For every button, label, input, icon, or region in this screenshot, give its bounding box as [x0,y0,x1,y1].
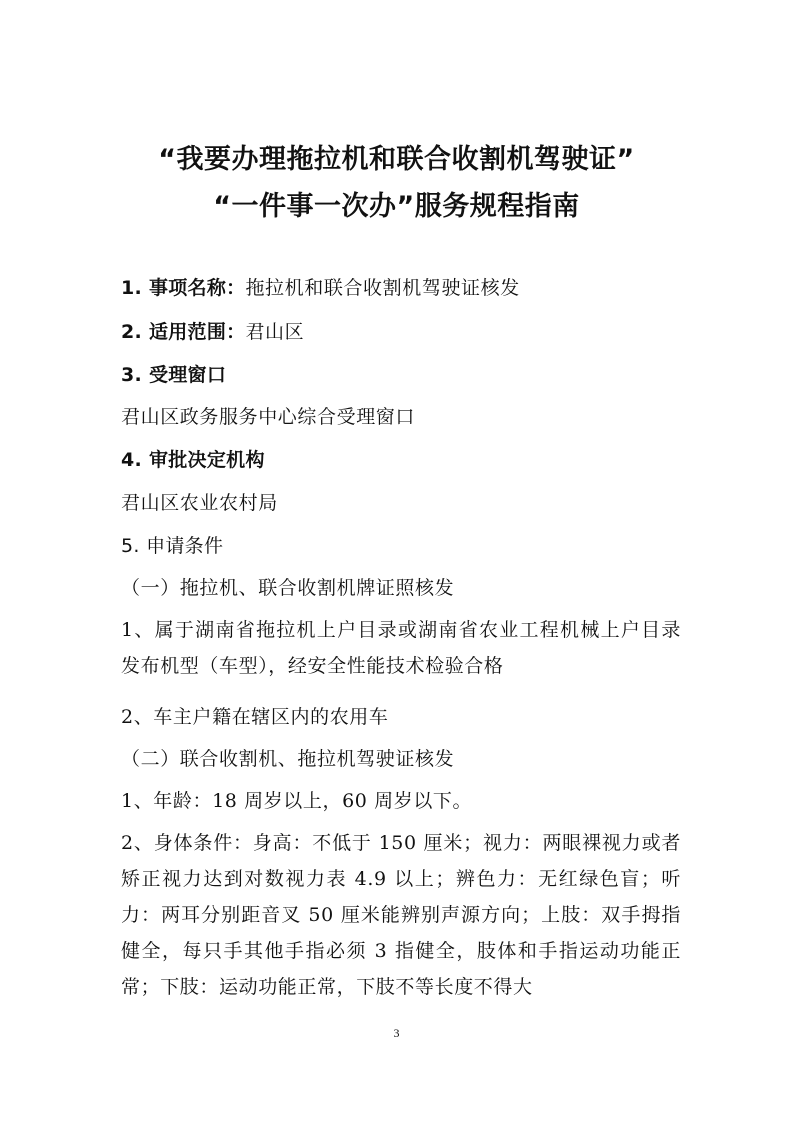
scope-value: 君山区 [245,321,305,343]
authority-value: 君山区农业农村局 [121,492,278,514]
document-title-line-2: “一件事一次办”服务规程指南 [213,191,580,222]
item-name-value: 拖拉机和联合收割机驾驶证核发 [245,277,520,299]
page-number: 3 [393,1026,400,1040]
scope-label: 2. 适用范围： [121,321,246,343]
scope-row [121,319,304,345]
sub1-item-2: 2、车主户籍在辖区内的农用车 [121,706,389,728]
sub1-item-1: 1、属于湖南省拖拉机上户目录或湖南省农业工程机械上户目录发布机型（车型），经安全性能技术检验合格 [121,619,681,677]
sub2-item-2: 2、身体条件：身高：不低于 150 厘米；视力：两眼裸视力或者矫正视力达到对数视力表 4.9 以上；辨色力：无红绿色盲；听力：两耳分别距音叉 50 厘米能辨别声源方向；上肢：双手拇指健全，每只手其他手指必须 3 指健全，肢体和手指运动功能正常；下肢：运动功能正常，下肢不等长度不得大 [121,832,681,998]
sub2-heading: （二）联合收割机、拖拉机驾驶证核发 [121,748,455,770]
conditions-heading: 5. 申请条件 [121,535,224,557]
sub1-heading: （一）拖拉机、联合收割机牌证照核发 [121,577,455,599]
window-heading: 3. 受理窗口 [121,364,227,386]
window-value: 君山区政务服务中心综合受理窗口 [121,406,416,428]
item-name-label: 1. 事项名称： [121,277,246,299]
sub2-item-1: 1、年龄：18 周岁以上，60 周岁以下。 [121,790,473,812]
authority-heading: 4. 审批决定机构 [121,449,265,471]
document-title-line-1: “我要办理拖拉机和联合收割机驾驶证” [158,144,635,175]
item-name-row [121,275,520,301]
